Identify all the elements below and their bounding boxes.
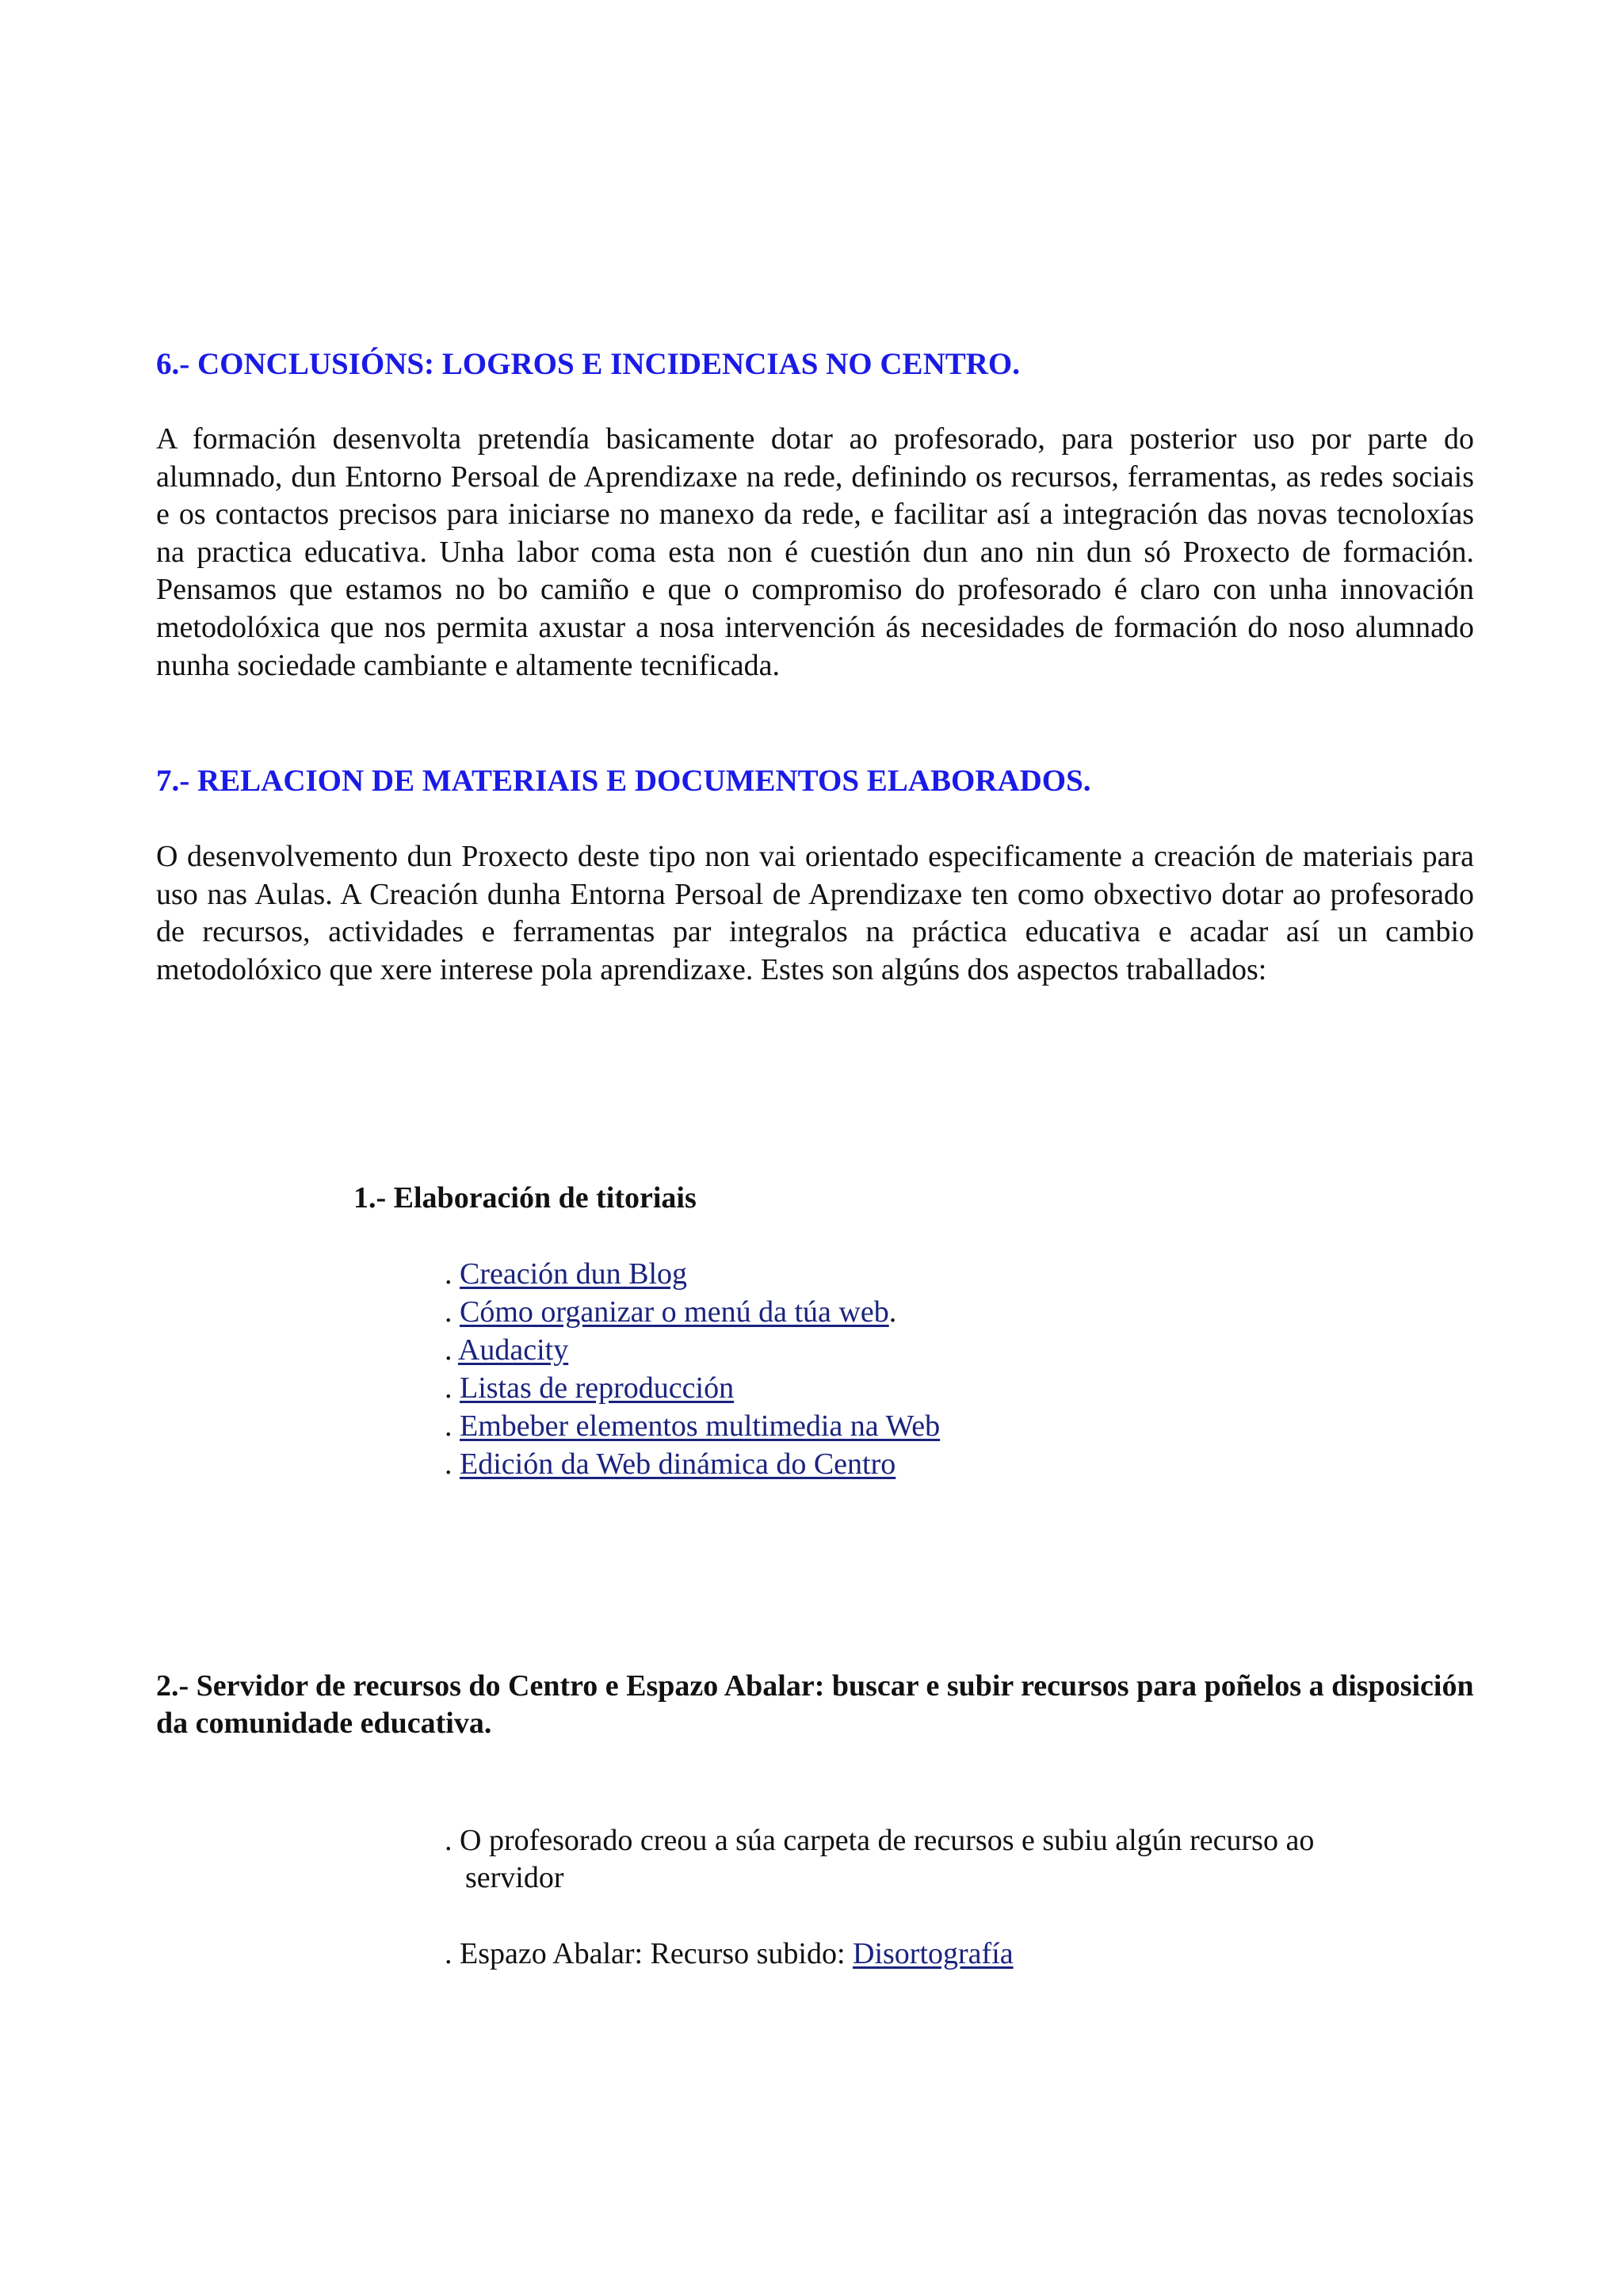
abalar-note-prefix: . Espazo Abalar: Recurso subido: (445, 1937, 854, 1970)
section-6-paragraph: A formación desenvolta pretendía basicamente dotar ao profesorado, para posterior uso por parte do alumnado, dun Entorno Persoal de Aprendizaxe na rede, definindo os recursos, ferramentas, as redes sociais e os contactos precisos para iniciarse no manexo da rede, e facilitar así a integración das novas tecnoloxías na practica educativa. Unha labor coma esta non é cuestión dun ano nin dun só Proxecto de formación. Pensamos que estamos no bo camiño e que o compromiso do profesorado é claro con unha innovación metodolóxica que nos permita axustar a nosa intervención ás necesidades de formación do noso alumnado nunha sociedade cambiante e altamente tecnificada. (156, 422, 1474, 682)
list-item (445, 1445, 940, 1483)
list-item (445, 1293, 940, 1331)
tutorial-link-audacity[interactable]: Audacity (457, 1333, 569, 1367)
resources-note-line-1: . O profesorado creou a súa carpeta de recursos e subiu algún recurso ao (445, 1824, 1315, 1857)
list-item-prefix: . (445, 1295, 460, 1329)
abalar-note (445, 1936, 1014, 1973)
list-item-prefix: . (445, 1333, 458, 1367)
item-1-title: 1.- Elaboración de titoriais (353, 1181, 697, 1215)
list-item-prefix: . (445, 1371, 460, 1405)
list-item (445, 1331, 940, 1369)
list-item-prefix: . (445, 1257, 460, 1291)
tutorial-link-embed-multimedia[interactable]: Embeber elementos multimedia na Web (460, 1409, 941, 1443)
list-item-prefix: . (445, 1409, 460, 1443)
item-2-title: 2.- Servidor de recursos do Centro e Espazo Abalar: buscar e subir recursos para poñelos a disposición da comunidade educativa. (156, 1669, 1474, 1740)
section-7-heading: 7.- RELACION DE MATERIAIS E DOCUMENTOS ELABORADOS. (156, 764, 1091, 798)
tutorial-link-playlists[interactable]: Listas de reproducción (460, 1371, 735, 1405)
section-6-heading: 6.- CONCLUSIÓNS: LOGROS E INCIDENCIAS NO CENTRO. (156, 347, 1021, 381)
tutorial-link-blog[interactable]: Creación dun Blog (460, 1257, 688, 1291)
disortografia-link[interactable]: Disortografía (853, 1937, 1014, 1970)
list-item (445, 1255, 940, 1293)
list-item-suffix: . (888, 1295, 897, 1329)
list-item (445, 1407, 940, 1445)
tutorial-link-dynamic-web[interactable]: Edición da Web dinámica do Centro (460, 1447, 896, 1481)
tutorial-links-list (445, 1255, 940, 1483)
list-item (445, 1369, 940, 1407)
resources-note-line-2: servidor (465, 1861, 564, 1894)
tutorial-link-web-menu[interactable]: Cómo organizar o menú da túa web (460, 1295, 889, 1329)
section-7-paragraph: O desenvolvemento dun Proxecto deste tipo non vai orientado especificamente a creación de materiais para uso nas Aulas. A Creación dunha Entorna Persoal de Aprendizaxe ten como obxectivo dotar ao profesorado de recursos, actividades e ferramentas par integralos na práctica educativa e acadar así un cambio metodolóxico que xere interese pola aprendizaxe. Estes son algúns dos aspectos traballados: (156, 840, 1474, 986)
resources-note (445, 1822, 1314, 1897)
list-item-prefix: . (445, 1447, 460, 1481)
